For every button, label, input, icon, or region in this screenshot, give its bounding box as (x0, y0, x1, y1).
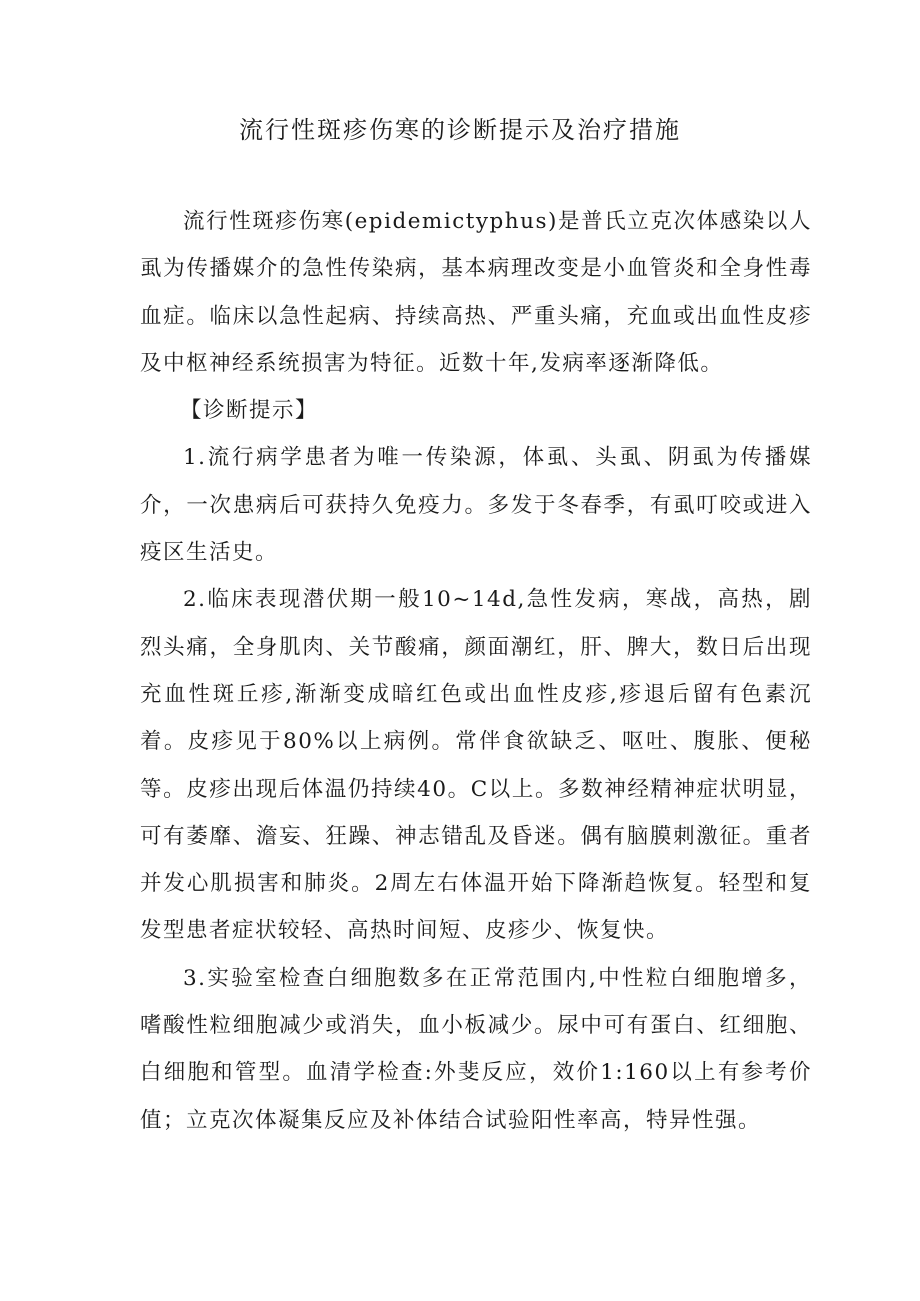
diagnosis-item-1: 1.流行病学患者为唯一传染源，体虱、头虱、阴虱为传播媒介，一次患病后可获持久免疫力。多发于冬春季，有虱叮咬或进入疫区生活史。 (140, 445, 812, 566)
diagnosis-item-2: 2.临床表现潜伏期一般10~14d,急性发病，寒战，高热，剧烈头痛，全身肌肉、关节酸痛，颜面潮红，肝、脾大，数日后出现充血性斑丘疹,渐渐变成暗红色或出血性皮疹,疹退后留有色素沉着。皮疹见于80%以上病例。常伴食欲缺乏、呕吐、腹胀、便秘等。皮疹出现后体温仍持续40。C以上。多数神经精神症状明显，可有萎靡、澹妄、狂躁、神志错乱及昏迷。偶有脑膜刺激征。重者并发心肌损害和肺炎。2周左右体温开始下降渐趋恢复。轻型和复发型患者症状较轻、高热时间短、皮疹少、恢复快。 (140, 587, 812, 944)
intro-paragraph: 流行性斑疹伤寒(epidemictyphus)是普氏立克次体感染以人虱为传播媒介的急性传染病，基本病理改变是小血管炎和全身性毒血症。临床以急性起病、持续高热、严重头痛，充血或出血性皮疹及中枢神经系统损害为特征。近数十年,发病率逐渐降低。 (140, 209, 812, 376)
diagnosis-item-3: 3.实验室检查白细胞数多在正常范围内,中性粒白细胞增多，嗜酸性粒细胞减少或消失，血小板减少。尿中可有蛋白、红细胞、白细胞和管型。血清学检查:外斐反应，效价1:160以上有参考价值；立克次体凝集反应及补体结合试验阳性率高，特异性强。 (140, 965, 812, 1133)
section-heading: 【诊断提示】 (180, 398, 319, 424)
document-body (140, 198, 812, 1144)
document-title: 流行性斑疹伤寒的诊断提示及治疗措施 (239, 116, 681, 144)
